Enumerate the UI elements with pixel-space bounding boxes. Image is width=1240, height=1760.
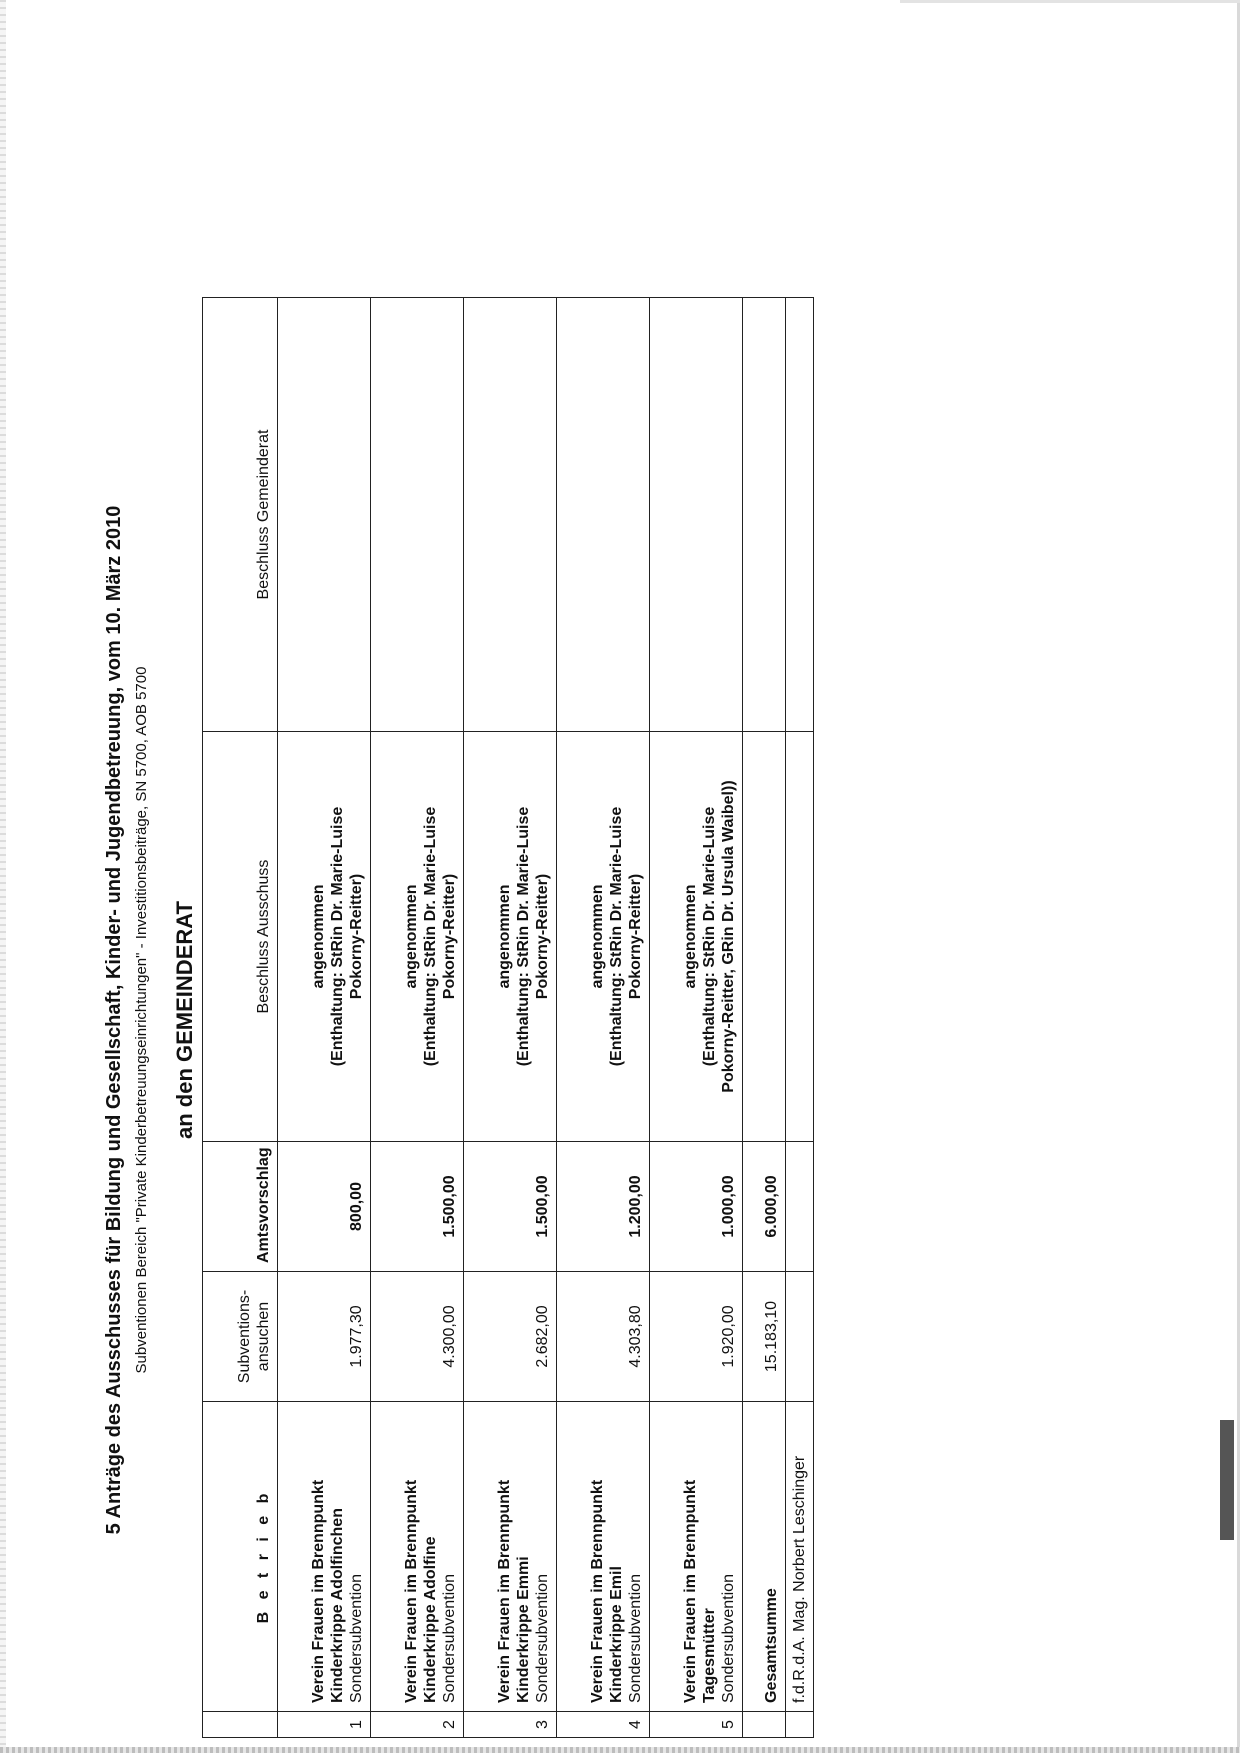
betrieb-type: Sondersubvention (348, 1574, 365, 1703)
document-title: 5 Anträge des Ausschusses für Bildung und Gesellschaft, Kinder- und Jugendbetreuung, vom 10. März 2010 (103, 505, 125, 1535)
betrieb-name: Verein Frauen im Brennpunkt (496, 1479, 513, 1703)
beschluss-note: (Enthaltung: StRin Dr. Marie-Luise (515, 806, 532, 1067)
row-number: 3 (464, 1712, 557, 1738)
betrieb-facility: Kinderkrippe Emil (608, 1566, 625, 1703)
table-header-row (203, 298, 278, 1738)
signature-row (786, 298, 814, 1738)
betrieb-facility: Kinderkrippe Emmi (515, 1556, 532, 1703)
signature-empty-4 (786, 298, 814, 732)
beschluss-gemeinderat-cell (278, 298, 371, 732)
rotated-page-content (90, 280, 990, 1760)
header-betrieb: B e t r i e b (203, 1402, 278, 1712)
beschluss-note-cont: Pokorny-Reitter) (348, 873, 365, 1000)
signature-text: f.d.R.d.A. Mag. Norbert Leschinger (786, 1402, 814, 1712)
table-row (371, 298, 464, 1738)
summary-amtsvorschlag: 6.000,00 (743, 1142, 786, 1272)
beschluss-gemeinderat-cell (464, 298, 557, 732)
betrieb-name: Verein Frauen im Brennpunkt (310, 1479, 327, 1703)
summary-nr (743, 1712, 786, 1738)
beschluss-note-cont: Pokorny-Reitter) (627, 873, 644, 1000)
amtsvorschlag-value: 1.000,00 (650, 1142, 743, 1272)
header-amtsvorschlag: Amtsvorschlag (203, 1142, 278, 1272)
document-subtitle: Subventionen Bereich "Private Kinderbetreuungseinrichtungen" - Investitionsbeiträge, SN 5700, AOB 5700 (133, 666, 150, 1374)
signature-nr (786, 1712, 814, 1738)
table-row (464, 298, 557, 1738)
signature-empty-3 (786, 732, 814, 1142)
summary-label: Gesamtsumme (743, 1402, 786, 1712)
scan-border-top (900, 0, 1240, 3)
beschluss-note: (Enthaltung: StRin Dr. Marie-Luise (329, 806, 346, 1067)
betrieb-cell (557, 1402, 650, 1712)
beschluss-note-cont: Pokorny-Reitter) (441, 873, 458, 1000)
beschluss-note-cont: Pokorny-Reitter) (534, 873, 551, 1000)
header-ansuchen: Subventions-ansuchen (203, 1272, 278, 1402)
ansuchen-value: 1.977,30 (278, 1272, 371, 1402)
betrieb-facility: Kinderkrippe Adolfine (422, 1536, 439, 1703)
betrieb-cell (278, 1402, 371, 1712)
beschluss-status: angenommen (682, 884, 699, 989)
betrieb-type: Sondersubvention (720, 1574, 737, 1703)
signature-empty-1 (786, 1272, 814, 1402)
beschluss-ausschuss-cell (371, 732, 464, 1142)
betrieb-cell (464, 1402, 557, 1712)
table-row (650, 298, 743, 1738)
betrieb-facility: Tagesmütter (701, 1608, 718, 1703)
header-beschluss-ausschuss: Beschluss Ausschuss (203, 732, 278, 1142)
amtsvorschlag-value: 800,00 (278, 1142, 371, 1272)
ansuchen-value: 4.300,00 (371, 1272, 464, 1402)
betrieb-cell (371, 1402, 464, 1712)
amtsvorschlag-value: 1.500,00 (371, 1142, 464, 1272)
betrieb-facility: Kinderkrippe Adolfinchen (329, 1508, 346, 1703)
summary-beschluss-ausschuss (743, 732, 786, 1142)
ansuchen-value: 4.303,80 (557, 1272, 650, 1402)
beschluss-note-cont: Pokorny-Reitter, GRin Dr. Ursula Waibel)) (720, 780, 737, 1093)
beschluss-gemeinderat-cell (371, 298, 464, 732)
betrieb-cell (650, 1402, 743, 1712)
beschluss-note: (Enthaltung: StRin Dr. Marie-Luise (422, 806, 439, 1067)
signature-empty-2 (786, 1142, 814, 1272)
ansuchen-value: 2.682,00 (464, 1272, 557, 1402)
header-nr (203, 1712, 278, 1738)
scan-edge-mark (1220, 1420, 1234, 1540)
betrieb-name: Verein Frauen im Brennpunkt (403, 1479, 420, 1703)
betrieb-name: Verein Frauen im Brennpunkt (682, 1479, 699, 1703)
table-row (278, 298, 371, 1738)
header-beschluss-gemeinderat: Beschluss Gemeinderat (203, 298, 278, 732)
row-number: 4 (557, 1712, 650, 1738)
scan-border-left (0, 0, 6, 1753)
subsidy-table (202, 297, 814, 1738)
beschluss-ausschuss-cell (464, 732, 557, 1142)
beschluss-ausschuss-cell (650, 732, 743, 1142)
row-number: 1 (278, 1712, 371, 1738)
document-heading: an den GEMEINDERAT (172, 901, 197, 1139)
beschluss-status: angenommen (403, 884, 420, 989)
beschluss-status: angenommen (310, 884, 327, 989)
table-row (557, 298, 650, 1738)
beschluss-gemeinderat-cell (650, 298, 743, 732)
beschluss-status: angenommen (496, 884, 513, 989)
beschluss-ausschuss-cell (557, 732, 650, 1142)
betrieb-type: Sondersubvention (627, 1574, 644, 1703)
summary-ansuchen: 15.183,10 (743, 1272, 786, 1402)
beschluss-status: angenommen (589, 884, 606, 989)
row-number: 5 (650, 1712, 743, 1738)
betrieb-type: Sondersubvention (441, 1574, 458, 1703)
betrieb-name: Verein Frauen im Brennpunkt (589, 1479, 606, 1703)
ansuchen-value: 1.920,00 (650, 1272, 743, 1402)
amtsvorschlag-value: 1.500,00 (464, 1142, 557, 1272)
summary-row (743, 298, 786, 1738)
beschluss-ausschuss-cell (278, 732, 371, 1142)
beschluss-gemeinderat-cell (557, 298, 650, 732)
beschluss-note: (Enthaltung: StRin Dr. Marie-Luise (701, 806, 718, 1067)
row-number: 2 (371, 1712, 464, 1738)
amtsvorschlag-value: 1.200,00 (557, 1142, 650, 1272)
betrieb-type: Sondersubvention (534, 1574, 551, 1703)
summary-beschluss-gemeinderat (743, 298, 786, 732)
beschluss-note: (Enthaltung: StRin Dr. Marie-Luise (608, 806, 625, 1067)
